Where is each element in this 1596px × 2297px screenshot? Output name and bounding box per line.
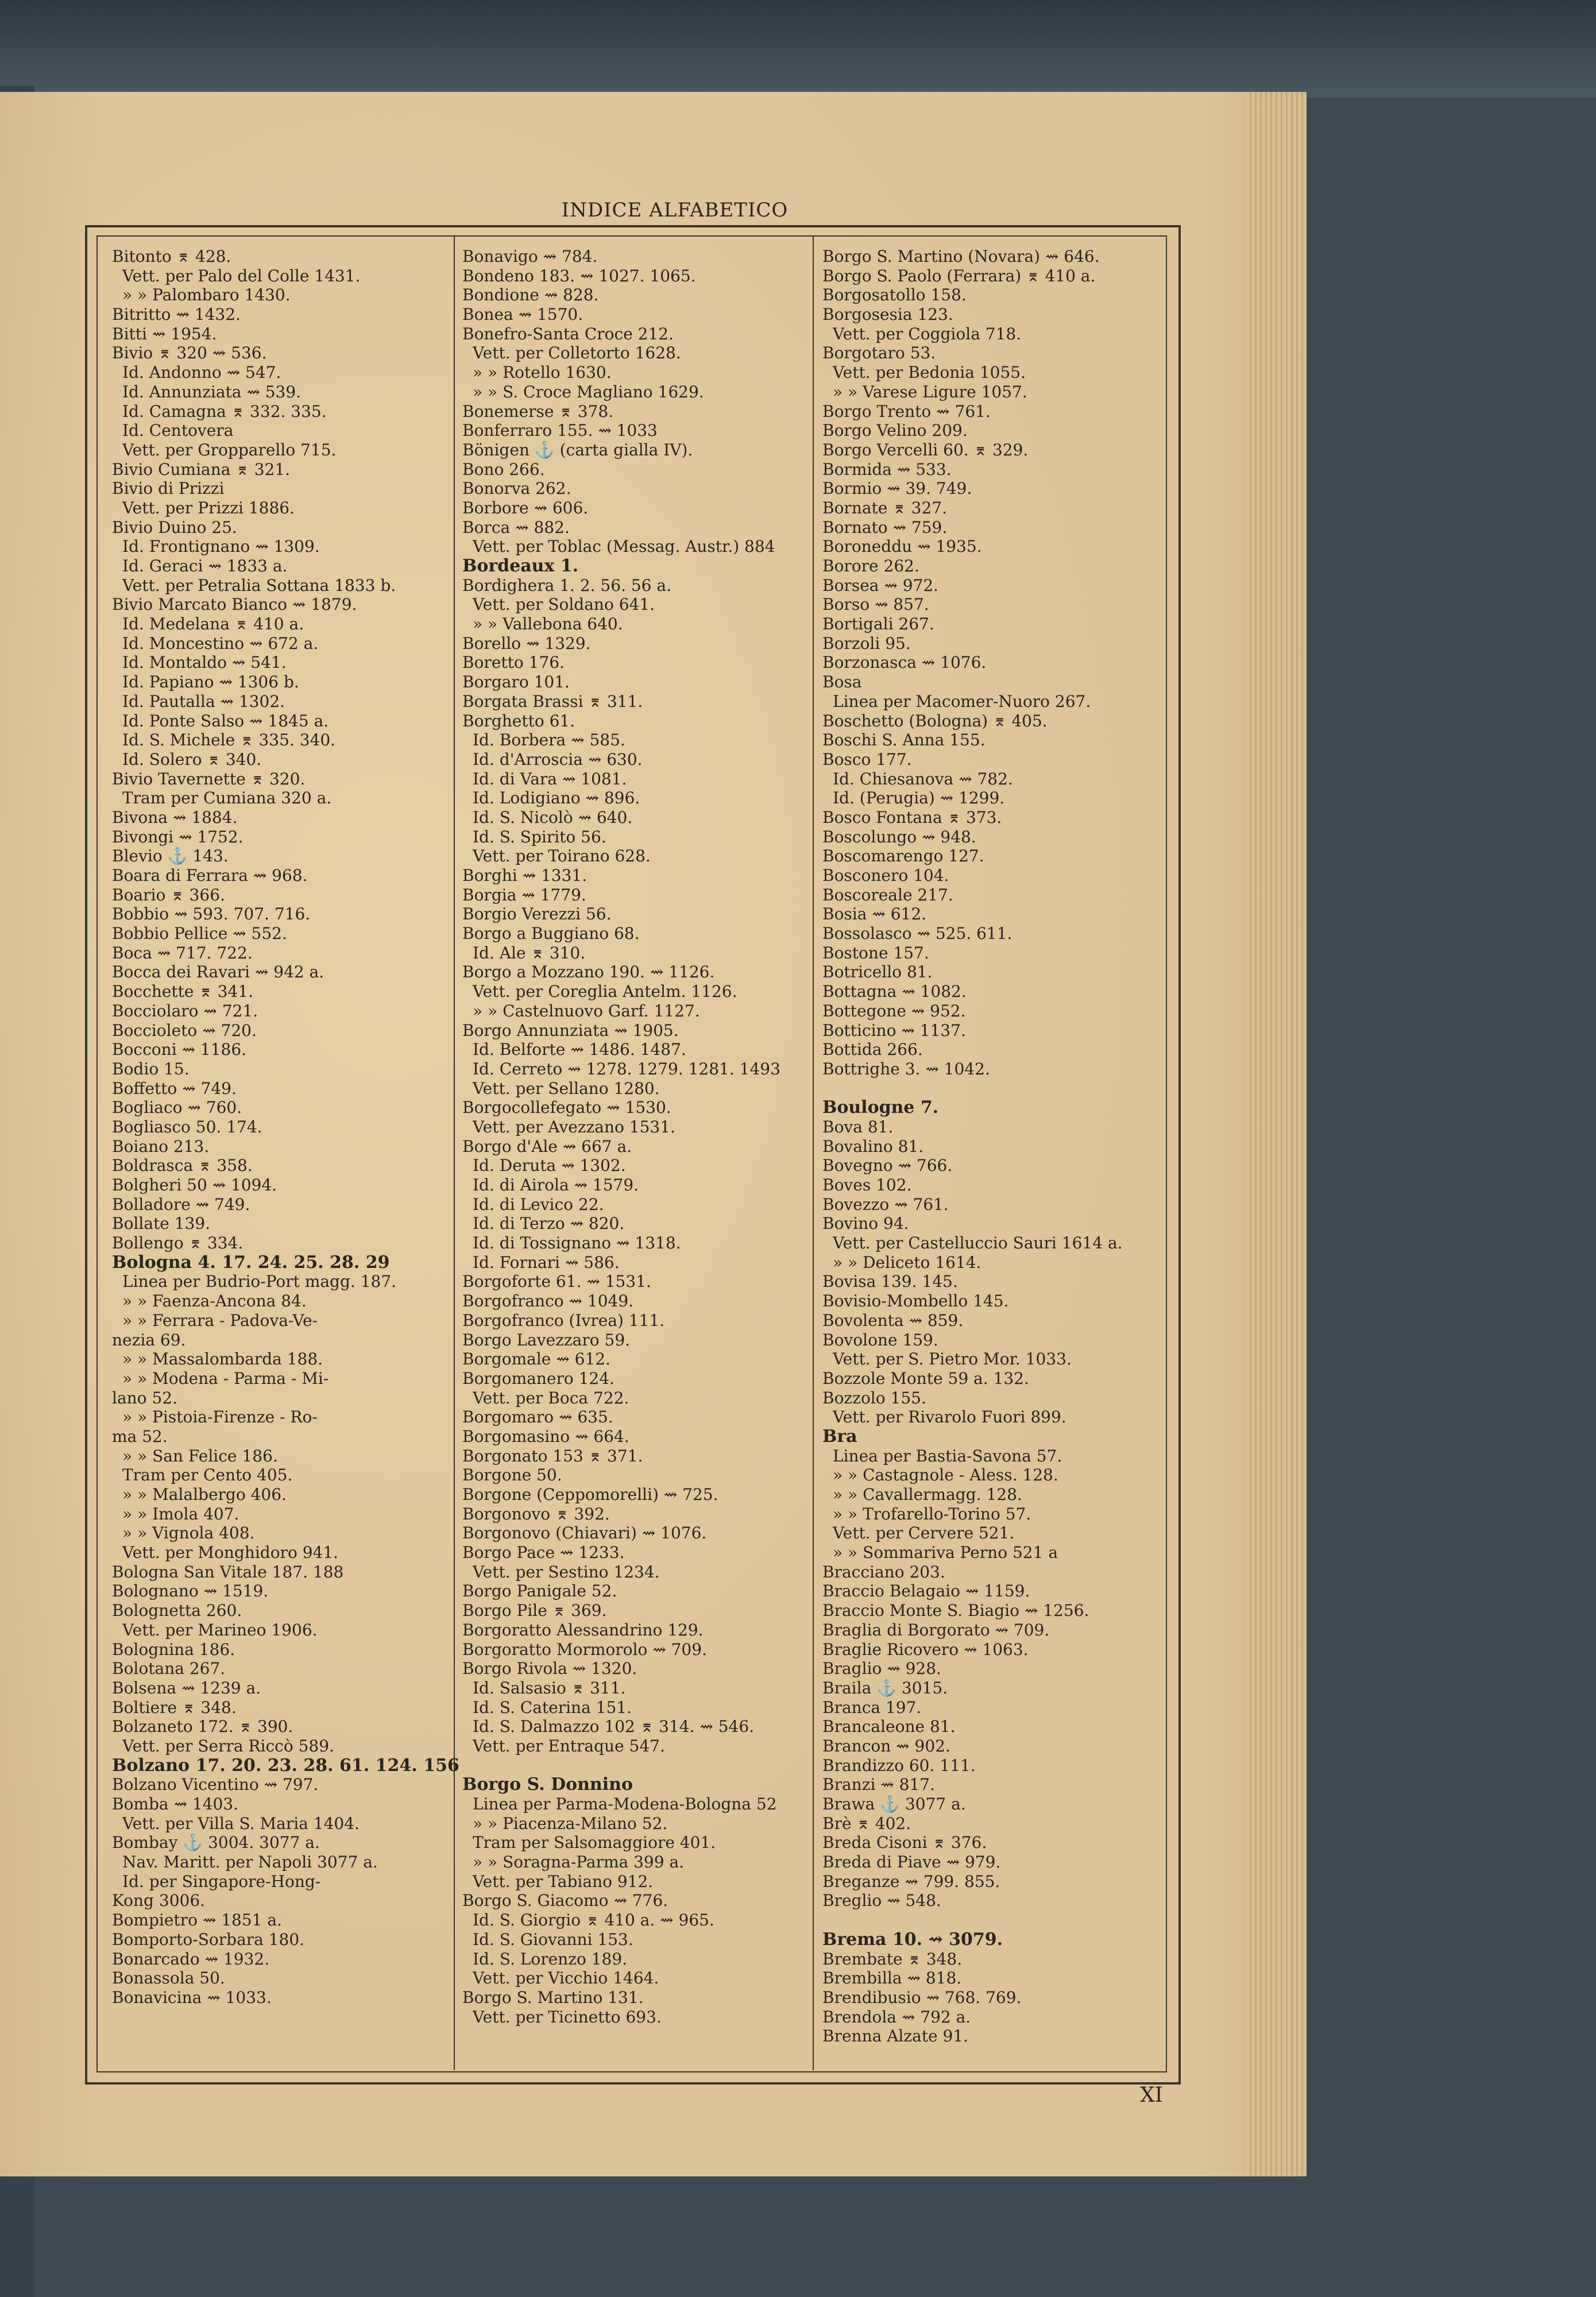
index-entry: Borgo Vercelli 60. ⌆ 329. <box>822 440 1029 459</box>
index-entry: Id. Medelana ⌆ 410 a. <box>122 614 304 634</box>
index-entry: Borgofranco ⇝ 1049. <box>462 1291 634 1311</box>
index-entry: Braglio ⇝ 928. <box>822 1659 941 1679</box>
index-entry: Bozzolo 155. <box>822 1388 926 1407</box>
index-entry: Boara di Ferrara ⇝ 968. <box>112 866 308 885</box>
index-entry: Id. Camagna ⌆ 332. 335. <box>122 401 327 421</box>
index-entry: Boldrasca ⌆ 358. <box>112 1156 253 1175</box>
index-entry: Brawa ⚓ 3077 a. <box>822 1795 966 1813</box>
index-entry: Vett. per Cervere 521. <box>833 1523 1015 1543</box>
index-entry: Borgio Verezzi 56. <box>462 904 612 924</box>
index-entry: » » Faenza-Ancona 84. <box>122 1291 307 1311</box>
index-entry: Bocchette ⌆ 341. <box>112 982 254 1001</box>
index-entry: Bolladore ⇝ 749. <box>112 1194 250 1214</box>
index-entry: Borgo S. Martino 131. <box>462 1987 644 2007</box>
index-entry: Bompietro ⇝ 1851 a. <box>112 1911 282 1930</box>
index-entry: Borgoratto Mormorolo ⇝ 709. <box>462 1639 707 1659</box>
index-entry: Id. Cerreto ⇝ 1278. 1279. 1281. 1493 <box>473 1059 780 1078</box>
page-number: XI <box>1140 2083 1163 2107</box>
index-entry: Bologna 4. 17. 24. 25. 28. 29 <box>112 1252 390 1273</box>
index-entry: Borzonasca ⇝ 1076. <box>822 653 987 672</box>
index-entry: Id. (Perugia) ⇝ 1299. <box>833 788 1005 808</box>
index-entry: Id. Montaldo ⇝ 541. <box>122 653 287 672</box>
index-entry: Bocciolaro ⇝ 721. <box>112 1001 258 1020</box>
index-entry: Vett. per Ticinetto 693. <box>473 2007 662 2027</box>
index-entry: Borgosesia 123. <box>822 305 953 324</box>
index-entry: Id. di Airola ⇝ 1579. <box>473 1175 639 1194</box>
index-entry: Bovolone 159. <box>822 1330 938 1349</box>
index-entry: Vett. per Palo del Colle 1431. <box>122 266 361 285</box>
index-entry: Borgo Trento ⇝ 761. <box>822 401 991 421</box>
index-entry: Vett. per Prizzi 1886. <box>122 498 295 517</box>
index-entry: Botticino ⇝ 1137. <box>822 1020 966 1040</box>
index-entry: Bomba ⇝ 1403. <box>112 1795 239 1813</box>
index-entry: Vett. per Sellano 1280. <box>473 1078 660 1098</box>
index-entry: Borso ⇝ 857. <box>822 595 929 614</box>
index-entry: Bono 266. <box>462 459 545 479</box>
index-entry: Borgo Velino 209. <box>822 421 968 440</box>
index-entry: Borghetto 61. <box>462 711 575 730</box>
index-entry: Bovisa 139. 145. <box>822 1272 958 1291</box>
index-entry: Braila ⚓ 3015. <box>822 1678 948 1697</box>
index-entry: Borgonovo ⌆ 392. <box>462 1504 610 1523</box>
index-entry: Brembate ⌆ 348. <box>822 1949 963 1969</box>
index-entry: Bollengo ⌆ 334. <box>112 1233 244 1253</box>
index-entry: Bocca dei Ravari ⇝ 942 a. <box>112 962 324 982</box>
index-entry: Vett. per Tabiano 912. <box>473 1871 654 1891</box>
index-entry: Bottagna ⇝ 1082. <box>822 982 967 1001</box>
page-header: INDICE ALFABETICO <box>561 199 789 222</box>
index-entry: Bivongi ⇝ 1752. <box>112 827 244 846</box>
index-entry: Bracciano 203. <box>822 1562 945 1581</box>
index-entry: Bonavigo ⇝ 784. <box>462 247 598 266</box>
index-entry: Linea per Macomer-Nuoro 267. <box>833 691 1091 711</box>
index-entry: Boschetto (Bologna) ⌆ 405. <box>822 711 1048 730</box>
index-entry: Bonorva 262. <box>462 479 571 498</box>
index-entry: Id. di Vara ⇝ 1081. <box>473 769 627 788</box>
index-entry: Bovino 94. <box>822 1214 909 1233</box>
index-entry: Id. Moncestino ⇝ 672 a. <box>122 633 319 653</box>
index-entry: Bossolasco ⇝ 525. 611. <box>822 924 1013 943</box>
index-entry: Bottrighe 3. ⇝ 1042. <box>822 1059 990 1078</box>
index-entry: Borgo Panigale 52. <box>462 1581 617 1601</box>
index-entry: Vett. per Vicchio 1464. <box>473 1969 659 1988</box>
index-entry: Borca ⇝ 882. <box>462 517 570 537</box>
index-entry: Id. Geraci ⇝ 1833 a. <box>122 556 288 575</box>
index-entry: Vett. per Toirano 628. <box>473 846 651 866</box>
index-entry: Breganze ⇝ 799. 855. <box>822 1871 1000 1891</box>
index-entry: » » S. Croce Magliano 1629. <box>473 382 704 401</box>
index-entry: Borello ⇝ 1329. <box>462 633 591 653</box>
index-entry: » » Vallebona 640. <box>473 614 623 634</box>
index-entry: Tram per Salsomaggiore 401. <box>473 1833 716 1853</box>
index-entry: Boffetto ⇝ 749. <box>112 1078 237 1098</box>
index-entry: Borgofranco (Ivrea) 111. <box>462 1310 665 1330</box>
index-entry: Bonemerse ⌆ 378. <box>462 401 614 421</box>
index-entry: Bolognano ⇝ 1519. <box>112 1581 269 1601</box>
index-entry: Bormio ⇝ 39. 749. <box>822 479 972 498</box>
index-entry: Linea per Budrio-Port magg. 187. <box>122 1272 397 1291</box>
index-entry: » » Trofarello-Torino 57. <box>833 1504 1031 1523</box>
index-entry: Bovegno ⇝ 766. <box>822 1156 953 1175</box>
index-entry: Botricello 81. <box>822 962 933 982</box>
index-entry: Id. Annunziata ⇝ 539. <box>122 382 302 401</box>
index-entry: Borgo Annunziata ⇝ 1905. <box>462 1020 679 1040</box>
index-entry: Boltiere ⌆ 348. <box>112 1697 237 1717</box>
index-entry: Bosa <box>822 672 862 692</box>
index-entry: Bozzole Monte 59 a. 132. <box>822 1368 1029 1388</box>
index-entry: Brendola ⇝ 792 a. <box>822 2007 971 2027</box>
index-entry: Vett. per Avezzano 1531. <box>473 1117 675 1136</box>
index-entry: Bonefro-Santa Croce 212. <box>462 324 674 343</box>
index-entry: » » Castelnuovo Garf. 1127. <box>473 1001 700 1020</box>
index-entry <box>822 1911 1167 1930</box>
index-entry: Id. Belforte ⇝ 1486. 1487. <box>473 1040 686 1059</box>
index-entry: Bonferraro 155. ⇝ 1033 <box>462 421 658 440</box>
index-entry: Bivio Marcato Bianco ⇝ 1879. <box>112 595 357 614</box>
index-entry <box>822 1079 1167 1099</box>
index-entry: Vett. per Rivarolo Fuori 899. <box>833 1407 1066 1427</box>
index-entry: » » Rotello 1630. <box>473 363 612 382</box>
index-entry: Bodio 15. <box>112 1059 190 1078</box>
index-entry: Vett. per Bedonia 1055. <box>833 363 1026 382</box>
index-entry: Bova 81. <box>822 1117 894 1136</box>
index-entry: Linea per Bastia-Savona 57. <box>833 1446 1062 1465</box>
index-entry: Bollate 139. <box>112 1214 211 1233</box>
index-entry: Bonea ⇝ 1570. <box>462 305 583 324</box>
index-entry: Id. Lodigiano ⇝ 896. <box>473 788 640 808</box>
index-entry: » » Cavallermagg. 128. <box>833 1485 1022 1504</box>
index-entry: Bostone 157. <box>822 943 929 962</box>
index-entry: Braglie Ricovero ⇝ 1063. <box>822 1639 1029 1659</box>
index-entry: Borgo Pace ⇝ 1233. <box>462 1543 625 1563</box>
index-entry: » » Piacenza-Milano 52. <box>473 1813 668 1833</box>
index-column-2 <box>462 247 807 2027</box>
background-top <box>0 0 1596 98</box>
index-entry: Id. Ale ⌆ 310. <box>473 943 586 962</box>
index-entry: Bondione ⇝ 828. <box>462 285 599 305</box>
index-entry: Bosco 177. <box>822 749 912 769</box>
index-entry: Boiano 213. <box>112 1136 210 1156</box>
index-entry: Borgo d'Ale ⇝ 667 a. <box>462 1136 632 1156</box>
index-entry: Braccio Belagaio ⇝ 1159. <box>822 1581 1030 1601</box>
index-entry: Bivio Tavernette ⌆ 320. <box>112 769 306 788</box>
index-entry: Id. Deruta ⇝ 1302. <box>473 1156 626 1175</box>
index-entry: Borsea ⇝ 972. <box>822 575 939 595</box>
index-entry: Id. Andonno ⇝ 547. <box>122 363 281 382</box>
index-entry: nezia 69. <box>112 1330 186 1349</box>
index-entry: Borgonovo (Chiavari) ⇝ 1076. <box>462 1523 707 1543</box>
index-entry: Brema 10. ⇝ 3079. <box>822 1929 1003 1950</box>
index-entry: Bornate ⌆ 327. <box>822 498 947 517</box>
index-entry: Boscolungo ⇝ 948. <box>822 827 976 846</box>
index-entry: » » Ferrara - Padova-Ve- <box>122 1310 318 1330</box>
index-entry: Vett. per Marineo 1906. <box>122 1620 318 1639</box>
index-entry: Brè ⌆ 402. <box>822 1813 911 1833</box>
index-entry: Id. S. Caterina 151. <box>473 1697 632 1717</box>
index-entry: Bordighera 1. 2. 56. 56 a. <box>462 575 671 595</box>
index-entry: Vett. per Coreglia Antelm. 1126. <box>473 982 737 1001</box>
index-entry <box>462 1756 807 1776</box>
index-entry: Boulogne 7. <box>822 1097 939 1118</box>
index-entry: Bolognina 186. <box>112 1639 235 1659</box>
index-entry: Bolsena ⇝ 1239 a. <box>112 1678 261 1697</box>
index-entry: Id. Frontignano ⇝ 1309. <box>122 537 320 556</box>
index-entry: » » Castagnole - Aless. 128. <box>833 1465 1058 1485</box>
index-entry: Bivio Duino 25. <box>112 517 237 537</box>
index-entry: ma 52. <box>112 1426 168 1446</box>
index-entry: Vett. per Castelluccio Sauri 1614 a. <box>833 1233 1123 1253</box>
index-entry: Bombay ⚓ 3004. 3077 a. <box>112 1833 320 1853</box>
index-entry: Id. Ponte Salso ⇝ 1845 a. <box>122 711 329 730</box>
index-entry: Bovisio-Mombello 145. <box>822 1291 1009 1311</box>
index-entry: Bottida 266. <box>822 1040 923 1059</box>
index-entry: Bocconi ⇝ 1186. <box>112 1040 247 1059</box>
index-entry: Vett. per Villa S. Maria 1404. <box>122 1813 360 1833</box>
index-entry: Brembilla ⇝ 818. <box>822 1969 962 1988</box>
index-entry: Borgo S. Martino (Novara) ⇝ 646. <box>822 247 1100 266</box>
index-entry: Bovalino 81. <box>822 1136 924 1156</box>
index-entry: Borgomaro ⇝ 635. <box>462 1407 613 1427</box>
index-entry: Borgia ⇝ 1779. <box>462 885 586 904</box>
index-entry: Vett. per Entraque 547. <box>473 1736 665 1755</box>
index-entry: » » San Felice 186. <box>122 1446 278 1465</box>
index-entry: Borore 262. <box>822 556 919 575</box>
index-entry: Borghi ⇝ 1331. <box>462 866 588 885</box>
index-entry: lano 52. <box>112 1388 177 1407</box>
index-entry: Kong 3006. <box>112 1891 206 1911</box>
index-entry: Boves 102. <box>822 1175 912 1194</box>
index-entry: Id. S. Nicolò ⇝ 640. <box>473 807 633 827</box>
index-entry: Branca 197. <box>822 1697 922 1717</box>
index-entry: Vett. per Sestino 1234. <box>473 1562 660 1581</box>
index-entry: Vett. per Soldano 641. <box>473 595 655 614</box>
index-entry: » » Varese Ligure 1057. <box>833 382 1027 401</box>
index-entry: Borgonato 153 ⌆ 371. <box>462 1446 643 1465</box>
index-entry: Bolotana 267. <box>112 1659 226 1679</box>
index-entry: Bottegone ⇝ 952. <box>822 1001 966 1020</box>
index-entry: Id. Salsasio ⌆ 311. <box>473 1678 626 1697</box>
index-entry: Boscomarengo 127. <box>822 846 984 866</box>
index-entry: Bolzano 17. 20. 23. 28. 61. 124. 156 <box>112 1755 459 1776</box>
index-entry: Tram per Cumiana 320 a. <box>122 788 332 808</box>
index-entry: Bitonto ⌆ 428. <box>112 247 231 266</box>
index-entry: Id. Fornari ⇝ 586. <box>473 1252 620 1272</box>
index-entry: Nav. Maritt. per Napoli 3077 a. <box>122 1853 378 1872</box>
index-entry: Borgocollefegato ⇝ 1530. <box>462 1098 671 1117</box>
index-entry: Borgoforte 61. ⇝ 1531. <box>462 1272 651 1291</box>
index-entry: » » Vignola 408. <box>122 1523 255 1543</box>
index-entry: » » Sommariva Perno 521 a <box>833 1543 1058 1563</box>
index-entry: Brandizzo 60. 111. <box>822 1755 976 1775</box>
index-entry: Id. Chiesanova ⇝ 782. <box>833 769 1013 788</box>
index-entry: Branzi ⇝ 817. <box>822 1775 935 1795</box>
index-entry: Bitritto ⇝ 1432. <box>112 305 241 324</box>
index-entry: Bolzano Vicentino ⇝ 797. <box>112 1775 319 1795</box>
index-entry: Bomporto-Sorbara 180. <box>112 1929 305 1949</box>
index-entry: Bobbio Pellice ⇝ 552. <box>112 924 287 943</box>
index-entry: Bivona ⇝ 1884. <box>112 807 238 827</box>
index-entry: Vett. per Petralia Sottana 1833 b. <box>122 575 396 595</box>
index-entry: Bortigali 267. <box>822 614 934 634</box>
index-entry: Borgoratto Alessandrino 129. <box>462 1620 704 1639</box>
index-entry: » » Massalombarda 188. <box>122 1349 323 1369</box>
index-entry: Borbore ⇝ 606. <box>462 498 589 517</box>
index-entry: Id. S. Michele ⌆ 335. 340. <box>122 730 336 750</box>
index-entry: » » Modena - Parma - Mi- <box>122 1368 329 1388</box>
index-entry: Vett. per Boca 722. <box>473 1388 629 1407</box>
index-entry: Bormida ⇝ 533. <box>822 459 952 479</box>
index-entry: Id. Centovera <box>122 421 234 440</box>
index-entry: Vett. per Colletorto 1628. <box>473 343 681 363</box>
index-entry: » » Deliceto 1614. <box>833 1252 981 1272</box>
index-entry: Brancaleone 81. <box>822 1717 956 1737</box>
index-entry: Vett. per S. Pietro Mor. 1033. <box>833 1349 1072 1369</box>
index-entry: Breda Cisoni ⌆ 376. <box>822 1833 987 1853</box>
index-entry: Vett. per Toblac (Messag. Austr.) 884 <box>473 537 775 556</box>
index-entry: » » Imola 407. <box>122 1504 239 1523</box>
index-entry: Id. d'Arroscia ⇝ 630. <box>473 749 643 769</box>
index-entry: » » Pistoia-Firenze - Ro- <box>122 1407 318 1427</box>
index-entry: Borgomale ⇝ 612. <box>462 1349 610 1369</box>
index-entry: Borgosatollo 158. <box>822 285 967 305</box>
index-entry: Braglia di Borgorato ⇝ 709. <box>822 1620 1050 1639</box>
index-entry: Brenna Alzate 91. <box>822 2027 969 2046</box>
index-entry: Bosconero 104. <box>822 866 949 885</box>
index-entry: Bivio di Prizzi <box>112 479 225 498</box>
index-entry: Id. S. Spirito 56. <box>473 827 606 846</box>
index-entry: » » Soragna-Parma 399 a. <box>473 1853 685 1872</box>
index-entry: Borgo a Buggiano 68. <box>462 924 640 943</box>
index-entry: Bogliasco 50. 174. <box>112 1117 262 1136</box>
index-entry: Borgo Rivola ⇝ 1320. <box>462 1659 637 1679</box>
index-entry: Blevio ⚓ 143. <box>112 846 229 866</box>
index-entry: Bovezzo ⇝ 761. <box>822 1194 949 1214</box>
index-entry: Bondeno 183. ⇝ 1027. 1065. <box>462 266 696 285</box>
index-entry: Tram per Cento 405. <box>122 1465 293 1485</box>
index-entry: Braccio Monte S. Biagio ⇝ 1256. <box>822 1601 1089 1621</box>
index-entry: Boroneddu ⇝ 1935. <box>822 537 982 556</box>
index-entry: Boretto 176. <box>462 653 565 672</box>
index-entry: Bonavicina ⇝ 1033. <box>112 1987 272 2007</box>
index-entry: Id. per Singapore-Hong- <box>122 1871 321 1891</box>
column-divider-2 <box>813 235 814 2070</box>
index-entry: Id. Solero ⌆ 340. <box>122 749 262 769</box>
index-column-1 <box>112 247 457 2008</box>
index-entry: Bonassola 50. <box>112 1969 225 1988</box>
index-entry: Boscoreale 217. <box>822 885 953 904</box>
index-entry: Vett. per Monghidoro 941. <box>122 1543 339 1563</box>
index-entry: Bolgheri 50 ⇝ 1094. <box>112 1175 277 1194</box>
index-entry: Borgomasino ⇝ 664. <box>462 1426 629 1446</box>
index-entry: Bobbio ⇝ 593. 707. 716. <box>112 904 311 924</box>
index-entry: Bovolenta ⇝ 859. <box>822 1310 964 1330</box>
index-entry: Id. S. Lorenzo 189. <box>473 1949 628 1969</box>
index-entry: Bosia ⇝ 612. <box>822 904 927 924</box>
index-entry: Id. S. Dalmazzo 102 ⌆ 314. ⇝ 546. <box>473 1717 755 1737</box>
index-entry: Borgata Brassi ⌆ 311. <box>462 691 643 711</box>
index-entry: Id. di Tossignano ⇝ 1318. <box>473 1233 681 1253</box>
index-entry: Id. Borbera ⇝ 585. <box>473 730 625 750</box>
index-column-3 <box>822 247 1167 2046</box>
index-entry: Bivio ⌆ 320 ⇝ 536. <box>112 343 267 363</box>
index-entry: Borgo Lavezzaro 59. <box>462 1330 631 1349</box>
index-entry: Bitti ⇝ 1954. <box>112 324 217 343</box>
index-entry: Id. Papiano ⇝ 1306 b. <box>122 672 299 692</box>
index-entry: Bolzaneto 172. ⌆ 390. <box>112 1717 293 1737</box>
index-entry: Boschi S. Anna 155. <box>822 730 986 750</box>
index-entry: Borgo S. Giacomo ⇝ 776. <box>462 1891 668 1911</box>
index-entry: Borgaro 101. <box>462 672 570 692</box>
index-entry: Id. S. Giovanni 153. <box>473 1929 633 1949</box>
index-entry: Borgo Pile ⌆ 369. <box>462 1601 607 1621</box>
index-entry: Borgo S. Donnino <box>462 1774 633 1795</box>
index-entry: Bra <box>822 1426 857 1447</box>
index-entry: Brendibusio ⇝ 768. 769. <box>822 1987 1022 2007</box>
index-entry: Linea per Parma-Modena-Bologna 52 <box>473 1795 777 1813</box>
index-entry: Id. S. Giorgio ⌆ 410 a. ⇝ 965. <box>473 1911 714 1930</box>
index-entry: Borgotaro 53. <box>822 343 936 363</box>
index-entry: Id. di Levico 22. <box>473 1194 604 1214</box>
index-entry: Borgo S. Paolo (Ferrara) ⌆ 410 a. <box>822 266 1096 285</box>
index-entry: Brancon ⇝ 902. <box>822 1736 950 1755</box>
index-entry: Bornato ⇝ 759. <box>822 517 948 537</box>
index-entry: Borgo a Mozzano 190. ⇝ 1126. <box>462 962 715 982</box>
index-entry: Bönigen ⚓ (carta gialla IV). <box>462 440 693 459</box>
index-entry: Boccioleto ⇝ 720. <box>112 1020 257 1040</box>
index-entry: Bosco Fontana ⌆ 373. <box>822 807 1002 827</box>
index-entry: Vett. per Gropparello 715. <box>122 440 337 459</box>
index-entry: Borgomanero 124. <box>462 1368 615 1388</box>
index-entry: Id. di Terzo ⇝ 820. <box>473 1214 625 1233</box>
index-entry: » » Malalbergo 406. <box>122 1485 287 1504</box>
index-entry: Bogliaco ⇝ 760. <box>112 1098 242 1117</box>
index-entry: Id. Pautalla ⇝ 1302. <box>122 691 285 711</box>
index-entry: Bivio Cumiana ⌆ 321. <box>112 459 291 479</box>
index-entry: Breglio ⇝ 548. <box>822 1891 941 1911</box>
index-entry: Borzoli 95. <box>822 633 911 653</box>
index-entry: Vett. per Serra Riccò 589. <box>122 1736 334 1755</box>
index-entry: Bonarcado ⇝ 1932. <box>112 1949 270 1969</box>
index-entry: Borgone (Ceppomorelli) ⇝ 725. <box>462 1485 718 1504</box>
index-entry: Vett. per Coggiola 718. <box>833 324 1022 343</box>
page-edges <box>1246 92 1307 2176</box>
index-entry: Boario ⌆ 366. <box>112 885 225 904</box>
index-entry: Breda di Piave ⇝ 979. <box>822 1853 1001 1872</box>
index-entry: Bologna San Vitale 187. 188 <box>112 1562 344 1581</box>
index-entry: Bordeaux 1. <box>462 556 579 576</box>
index-entry: Borgone 50. <box>462 1465 562 1485</box>
index-entry: Boca ⇝ 717. 722. <box>112 943 253 962</box>
index-entry: » » Palombaro 1430. <box>122 285 291 305</box>
index-entry: Bolognetta 260. <box>112 1601 242 1621</box>
